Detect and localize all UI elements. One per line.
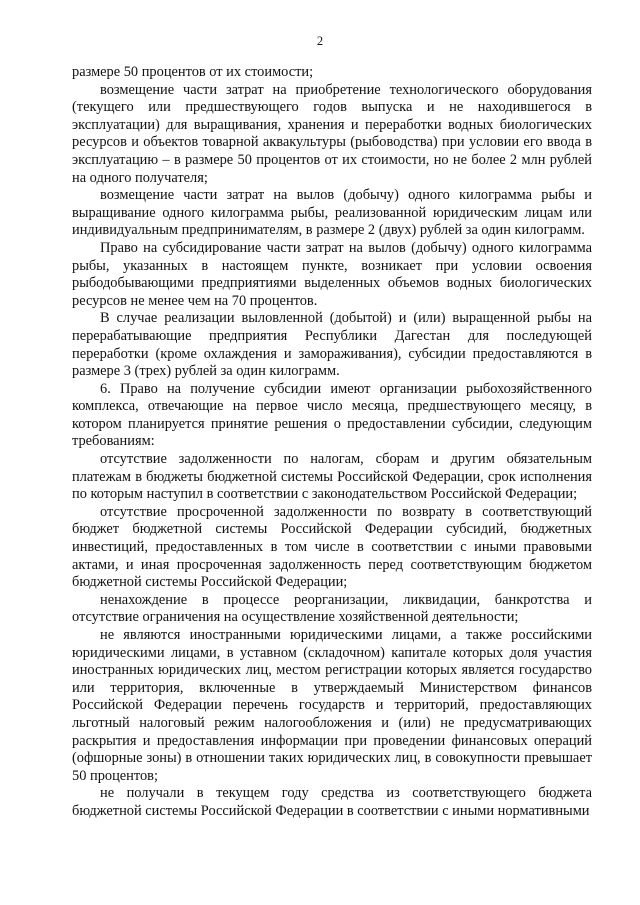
document-body	[72, 64, 592, 821]
paragraph: отсутствие задолженности по налогам, сборам и другим обязательным платежам в бюджеты бюджетной системы Российской Федерации, срок исполнения по которым наступил в соответствии с законодательством Российской Федерации;	[72, 451, 592, 503]
paragraph: возмещение части затрат на вылов (добычу) одного килограмма рыбы и выращивание одного килограмма рыбы, реализованной юридическим лицам или индивидуальным предпринимателям, в размере 2 (двух) рублей за один килограмм.	[72, 187, 592, 239]
paragraph: отсутствие просроченной задолженности по возврату в соответствующий бюджет бюджетной системы Российской Федерации субсидий, бюджетных инвестиций, предоставленных в том числе в соответствии с иными правовыми актами, и иная просроченная задолженность перед соответствующим бюджетом бюджетной системы Российской Федерации;	[72, 503, 592, 591]
paragraph: В случае реализации выловленной (добытой) и (или) выращенной рыбы на перерабатывающие предприятия Республики Дагестан для последующей переработки (кроме охлаждения и замораживания), субсидии предоставляются в размере 3 (трех) рублей за один килограмм.	[72, 310, 592, 380]
paragraph: ненахождение в процессе реорганизации, ликвидации, банкротства и отсутствие ограничения на осуществление хозяйственной деятельности;	[72, 591, 592, 626]
paragraph: возмещение части затрат на приобретение технологического оборудования (текущего или предшествующего годов выпуска и не находившегося в эксплуатации) для выращивания, хранения и переработки водных биологических ресурсов и объектов товарной аквакультуры (рыбоводства) при условии его ввода в эксплуатацию – в размере 50 процентов от их стоимости, но не более 2 млн рублей на одного получателя;	[72, 81, 592, 186]
paragraph: не получали в текущем году средства из соответствующего бюджета бюджетной системы Российской Федерации в соответствии с иными нормативными	[72, 785, 592, 819]
page-number: 2	[316, 34, 324, 48]
paragraph: не являются иностранными юридическими лицами, а также российскими юридическими лицами, в уставном (складочном) капитале которых доля участия иностранных юридических лиц, местом регистрации которых является государство или территория, включенные в утверждаемый Министерством финансов Российской Федерации перечень государств и территорий, предоставляющих льготный налоговый режим налогообложения и (или) не предусматривающих раскрытия и предоставления информации при проведении финансовых операций (офшорные зоны) в отношении таких юридических лиц, в совокупности превышает 50 процентов;	[72, 627, 592, 784]
paragraph: Право на субсидирование части затрат на вылов (добычу) одного килограмма рыбы, указанных в настоящем пункте, возникает при условии освоения рыбодобывающими предприятиями выделенных объемов водных биологических ресурсов не менее чем на 70 процентов.	[72, 239, 592, 309]
paragraph: размере 50 процентов от их стоимости;	[72, 64, 314, 80]
paragraph: 6. Право на получение субсидии имеют организации рыбохозяйственного комплекса, отвечающие на первое число месяца, предшествующего месяцу, в котором планируется принятие решения о предоставлении субсидии, следующим требованиям:	[72, 380, 592, 450]
